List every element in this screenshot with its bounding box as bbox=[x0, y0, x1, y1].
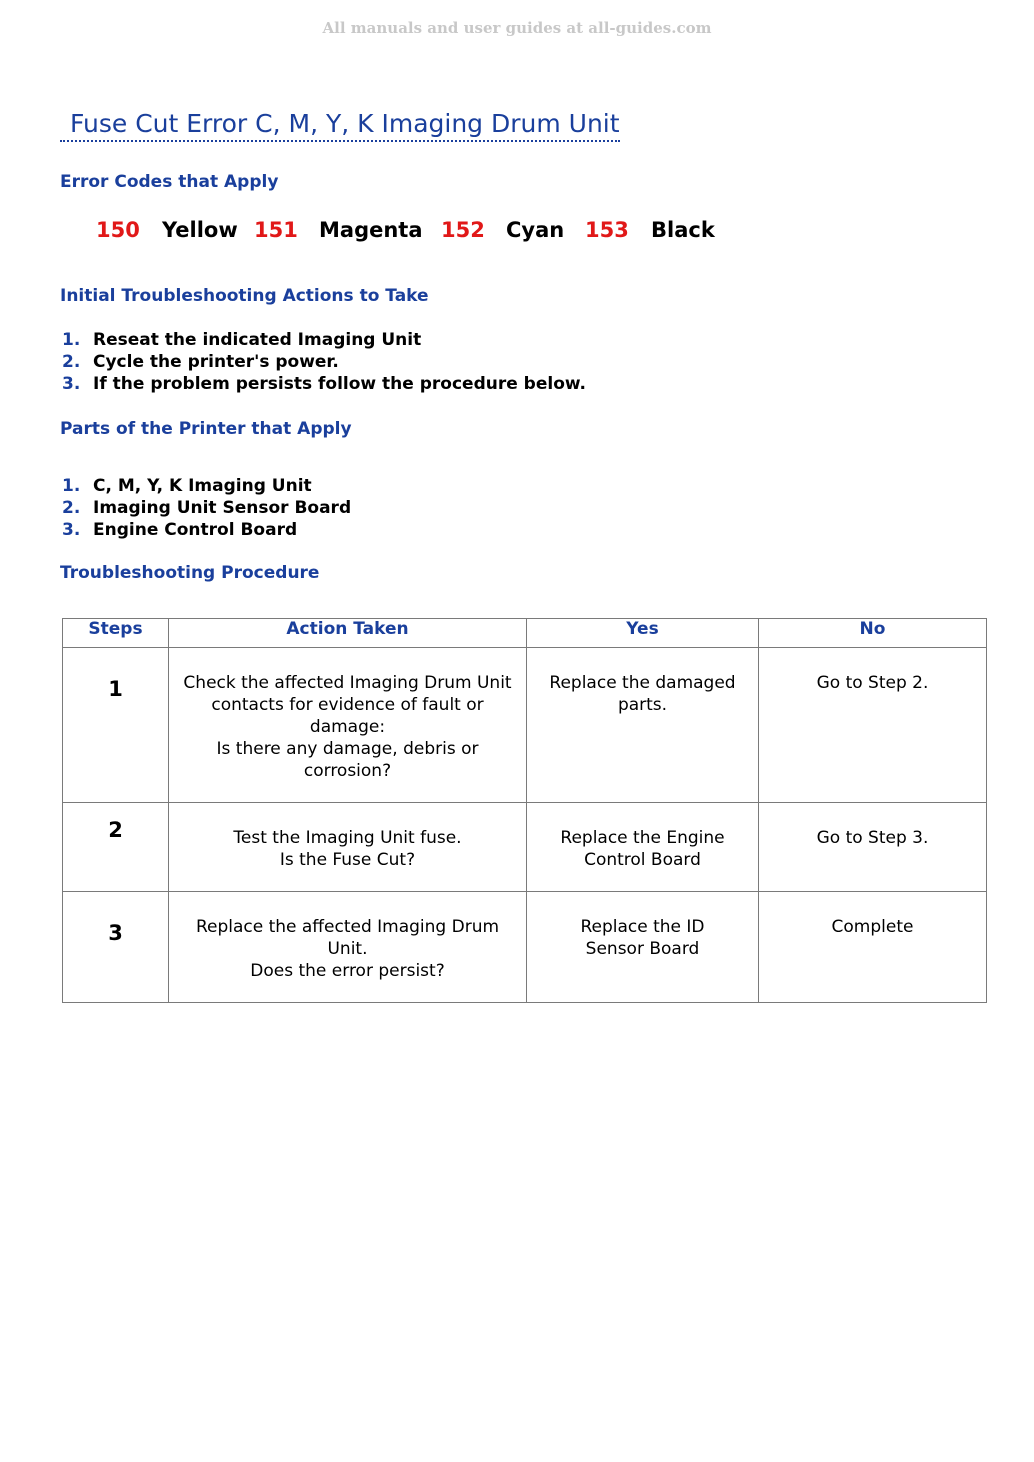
error-code-color: Cyan bbox=[506, 218, 565, 242]
header-no: No bbox=[759, 619, 987, 648]
error-code-color: Black bbox=[651, 218, 715, 242]
step-number: 2 bbox=[63, 803, 169, 892]
yes-cell: Replace the ID Sensor Board bbox=[527, 892, 759, 1003]
no-cell: Complete bbox=[759, 892, 987, 1003]
list-number: 2. bbox=[62, 498, 81, 518]
troubleshooting-table bbox=[62, 618, 987, 1003]
list-item bbox=[62, 351, 586, 373]
action-cell: Test the Imaging Unit fuse. Is the Fuse Cut? bbox=[169, 803, 527, 892]
list-item bbox=[62, 373, 586, 395]
header-action: Action Taken bbox=[169, 619, 527, 648]
heading-parts: Parts of the Printer that Apply bbox=[60, 419, 352, 439]
list-text: Cycle the printer's power. bbox=[93, 352, 339, 372]
error-code-number: 152 bbox=[441, 218, 485, 242]
list-item bbox=[62, 329, 586, 351]
header-yes: Yes bbox=[527, 619, 759, 648]
action-cell: Replace the affected Imaging Drum Unit. Does the error persist? bbox=[169, 892, 527, 1003]
watermark: All manuals and user guides at all-guides.com bbox=[322, 19, 712, 37]
action-cell: Check the affected Imaging Drum Unit contacts for evidence of fault or damage: Is there any damage, debris or corrosion? bbox=[169, 648, 527, 803]
table-row bbox=[63, 803, 987, 892]
heading-initial-actions: Initial Troubleshooting Actions to Take bbox=[60, 286, 429, 306]
yes-cell: Replace the damaged parts. bbox=[527, 648, 759, 803]
list-item bbox=[62, 519, 351, 541]
list-item bbox=[62, 497, 351, 519]
header-steps: Steps bbox=[63, 619, 169, 648]
table-row bbox=[63, 892, 987, 1003]
no-cell: Go to Step 3. bbox=[759, 803, 987, 892]
heading-error-codes: Error Codes that Apply bbox=[60, 172, 279, 192]
initial-actions-list bbox=[62, 329, 586, 395]
heading-procedure: Troubleshooting Procedure bbox=[60, 563, 320, 583]
error-code-number: 150 bbox=[96, 218, 140, 242]
list-text: Imaging Unit Sensor Board bbox=[93, 498, 352, 518]
error-code-color: Yellow bbox=[162, 218, 238, 242]
list-text: C, M, Y, K Imaging Unit bbox=[93, 476, 312, 496]
list-item bbox=[62, 475, 351, 497]
step-number: 1 bbox=[63, 648, 169, 803]
table-row bbox=[63, 648, 987, 803]
list-text: Engine Control Board bbox=[93, 520, 298, 540]
list-text: Reseat the indicated Imaging Unit bbox=[93, 330, 422, 350]
parts-list bbox=[62, 475, 351, 541]
list-number: 1. bbox=[62, 330, 81, 350]
list-number: 3. bbox=[62, 374, 81, 394]
list-number: 2. bbox=[62, 352, 81, 372]
error-code-color: Magenta bbox=[319, 218, 423, 242]
error-codes-line bbox=[96, 218, 715, 242]
list-text: If the problem persists follow the procedure below. bbox=[93, 374, 586, 394]
list-number: 3. bbox=[62, 520, 81, 540]
step-number: 3 bbox=[63, 892, 169, 1003]
table-header-row bbox=[63, 619, 987, 648]
page-title: Fuse Cut Error C, M, Y, K Imaging Drum Unit bbox=[60, 108, 620, 142]
error-code-number: 151 bbox=[254, 218, 298, 242]
no-cell: Go to Step 2. bbox=[759, 648, 987, 803]
yes-cell: Replace the Engine Control Board bbox=[527, 803, 759, 892]
list-number: 1. bbox=[62, 476, 81, 496]
error-code-number: 153 bbox=[585, 218, 629, 242]
